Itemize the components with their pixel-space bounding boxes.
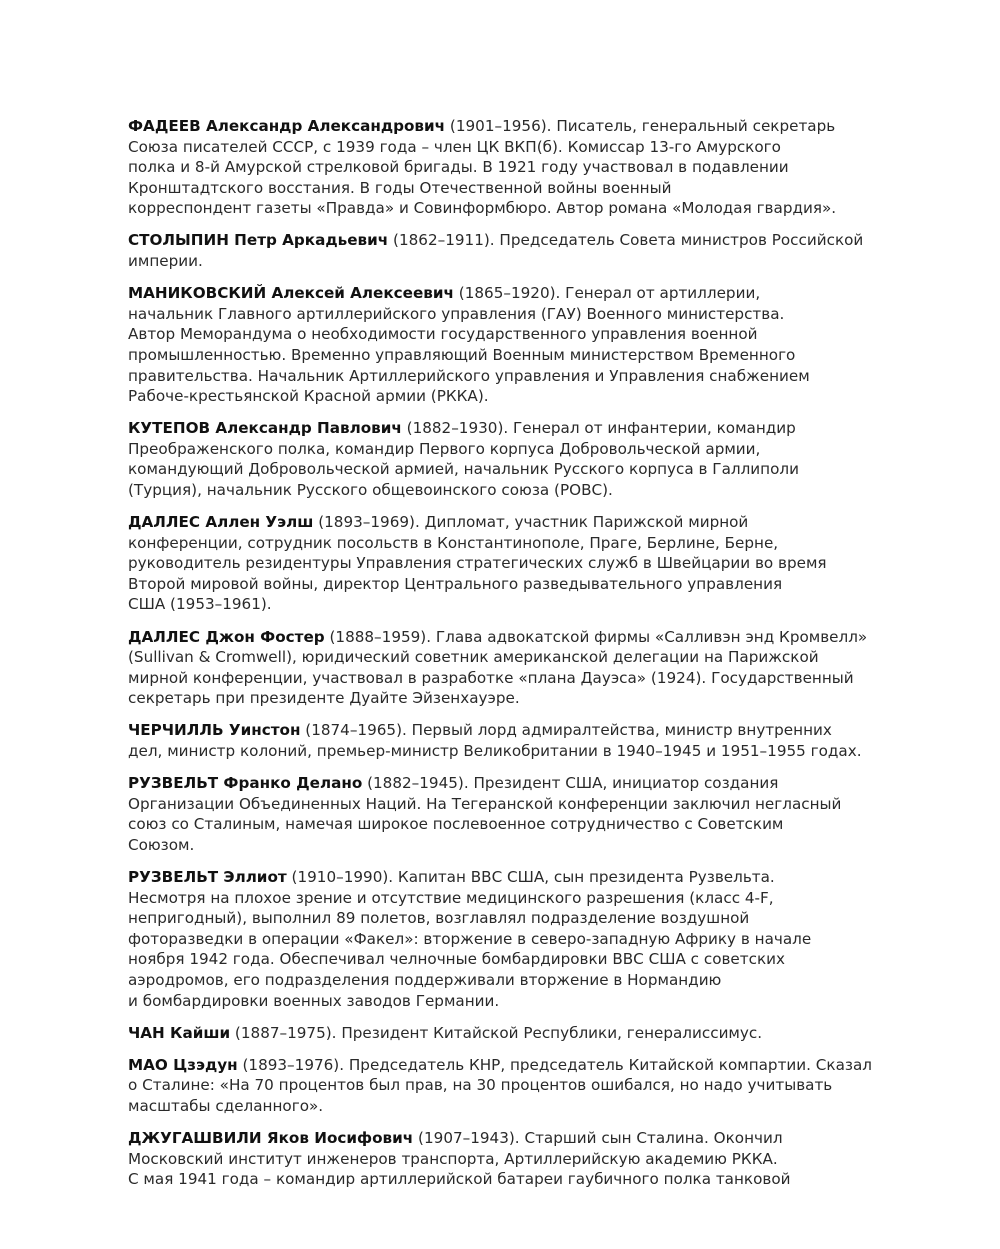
- entry-line: [128, 283, 898, 304]
- person-name: ЧЕРЧИЛЛЬ Уинстон: [128, 721, 301, 740]
- person-name: МАО Цзэдун: [128, 1055, 238, 1074]
- entry-line: Второй мировой войны, директор Центрального разведывательного управления: [128, 574, 783, 593]
- person-name: МАНИКОВСКИЙ Алексей Алексеевич: [128, 284, 454, 303]
- entry-line: Автор Меморандума о необходимости государственного управления военной: [128, 325, 758, 344]
- entry-line: Кронштадтского восстания. В годы Отечественной войны военный: [128, 178, 672, 197]
- entry-line: масштабы сделанного».: [128, 1096, 324, 1115]
- entry-line: (Sullivan & Cromwell), юридический советник американской делегации на Парижской: [128, 648, 819, 667]
- entry-line: [128, 773, 898, 794]
- entry-line: Союзом.: [128, 835, 195, 854]
- entry-line: фоторазведки в операции «Факел»: вторжение в северо-западную Африку в начале: [128, 929, 812, 948]
- bio-entry-fadeev: [128, 116, 898, 219]
- entry-line: [128, 867, 898, 888]
- entry-line: Несмотря на плохое зрение и отсутствие медицинского разрешения (класс 4-F,: [128, 888, 774, 907]
- entry-text: (1893–1969). Дипломат, участник Парижской мирной: [313, 513, 749, 532]
- entry-line: командующий Добровольческой армией, начальник Русского корпуса в Галлиполи: [128, 460, 799, 479]
- entry-text: (1862–1911). Председатель Совета министров Российской: [388, 231, 864, 250]
- person-name: ДАЛЛЕС Аллен Уэлш: [128, 513, 314, 532]
- bio-entry-yakov-dzhugashvili: [128, 1128, 898, 1190]
- entry-line: империи.: [128, 252, 203, 271]
- entry-line: союз со Сталиным, намечая широкое послевоенное сотрудничество с Советским: [128, 815, 784, 834]
- bio-entry-franklin-roosevelt: [128, 773, 898, 855]
- entry-text: (1893–1976). Председатель КНР, председатель Китайской компартии. Сказал: [237, 1055, 872, 1074]
- entry-line: и бомбардировки военных заводов Германии.: [128, 991, 500, 1010]
- entry-line: полка и 8-й Амурской стрелковой бригады. В 1921 году участвовал в подавлении: [128, 158, 789, 177]
- entry-line: [128, 1023, 898, 1044]
- bio-entry-chiang-kaishek: [128, 1023, 898, 1044]
- entry-line: [128, 1128, 898, 1149]
- entry-line: [128, 512, 898, 533]
- entry-line: [128, 116, 898, 137]
- entry-line: непригодный), выполнил 89 полетов, возглавлял подразделение воздушной: [128, 909, 750, 928]
- entry-line: Союза писателей СССР, с 1939 года – член ЦК ВКП(б). Комиссар 13-го Амурского: [128, 137, 781, 156]
- entry-text: (1874–1965). Первый лорд адмиралтейства, министр внутренних: [300, 721, 832, 740]
- entry-text: (1887–1975). Президент Китайской Республики, генералиссимус.: [230, 1023, 763, 1042]
- entry-line: секретарь при президенте Дуайте Эйзенхауэре.: [128, 689, 520, 708]
- person-name: ФАДЕЕВ Александр Александрович: [128, 117, 446, 135]
- document-page: [128, 116, 898, 1201]
- entry-line: дел, министр колоний, премьер-министр Великобритании в 1940–1945 и 1951–1955 годах.: [128, 742, 862, 761]
- entry-text: (1888–1959). Глава адвокатской фирмы «Салливэн энд Кромвелл»: [324, 627, 868, 646]
- bio-entry-allen-dulles: [128, 512, 898, 615]
- person-name: РУЗВЕЛЬТ Эллиот: [128, 868, 287, 886]
- entry-line: промышленностью. Временно управляющий Военным министерством Временного: [128, 345, 796, 364]
- entry-line: руководитель резидентуры Управления стратегических служб в Швейцарии во время: [128, 554, 827, 573]
- entry-line: правительства. Начальник Артиллерийского управления и Управления снабжением: [128, 366, 810, 385]
- person-name: КУТЕПОВ Александр Павлович: [128, 419, 402, 438]
- entry-line: США (1953–1961).: [128, 595, 272, 614]
- person-name: ДАЛЛЕС Джон Фостер: [128, 627, 325, 646]
- entry-line: мирной конференции, участвовал в разработке «плана Дауэса» (1924). Государственный: [128, 668, 854, 687]
- bio-entry-stolypin: [128, 230, 898, 271]
- entry-line: С мая 1941 года – командир артиллерийской батареи гаубичного полка танковой: [128, 1170, 791, 1189]
- entry-line: [128, 720, 898, 741]
- entry-line: [128, 627, 898, 648]
- entry-text: (1907–1943). Старший сын Сталина. Окончил: [413, 1129, 783, 1148]
- bio-entry-churchill: [128, 720, 898, 761]
- entry-line: корреспондент газеты «Правда» и Совинформбюро. Автор романа «Молодая гвардия».: [128, 199, 837, 218]
- entry-line: конференции, сотрудник посольств в Константинополе, Праге, Берлине, Берне,: [128, 533, 779, 552]
- person-name: ЧАН Кайши: [128, 1023, 231, 1042]
- entry-text: (1910–1990). Капитан ВВС США, сын президента Рузвельта.: [286, 868, 775, 886]
- entry-line: о Сталине: «На 70 процентов был прав, на 30 процентов ошибался, но надо учитывать: [128, 1076, 833, 1095]
- bio-entry-elliott-roosevelt: [128, 867, 898, 1011]
- entry-line: Организации Объединенных Наций. На Тегеранской конференции заключил негласный: [128, 794, 842, 813]
- person-name: СТОЛЫПИН Петр Аркадьевич: [128, 231, 389, 250]
- person-name: ДЖУГАШВИЛИ Яков Иосифович: [128, 1129, 414, 1148]
- entry-text: (1901–1956). Писатель, генеральный секретарь: [445, 117, 836, 135]
- entry-line: Рабоче-крестьянской Красной армии (РККА).: [128, 387, 489, 406]
- entry-text: (1865–1920). Генерал от артиллерии,: [453, 284, 761, 303]
- person-name: РУЗВЕЛЬТ Франко Делано: [128, 774, 363, 793]
- entry-line: [128, 230, 898, 251]
- bio-entry-kutepov: [128, 418, 898, 500]
- entry-text: (1882–1930). Генерал от инфантерии, командир: [401, 419, 796, 438]
- entry-line: [128, 418, 898, 439]
- bio-entry-john-foster-dulles: [128, 627, 898, 709]
- entry-line: (Турция), начальник Русского общевоинского союза (РОВС).: [128, 481, 613, 499]
- entry-line: Московский институт инженеров транспорта, Артиллерийскую академию РККА.: [128, 1149, 778, 1168]
- bio-entry-manikovsky: [128, 283, 898, 407]
- entry-line: начальник Главного артиллерийского управления (ГАУ) Военного министерства.: [128, 304, 785, 323]
- bio-entry-mao-zedong: [128, 1055, 898, 1117]
- entry-line: аэродромов, его подразделения поддерживали вторжение в Нормандию: [128, 970, 722, 989]
- entry-line: [128, 1055, 898, 1076]
- entry-line: ноября 1942 года. Обеспечивал челночные бомбардировки ВВС США с советских: [128, 950, 786, 969]
- entry-text: (1882–1945). Президент США, инициатор создания: [362, 774, 779, 793]
- entry-line: Преображенского полка, командир Первого корпуса Добровольческой армии,: [128, 439, 761, 458]
